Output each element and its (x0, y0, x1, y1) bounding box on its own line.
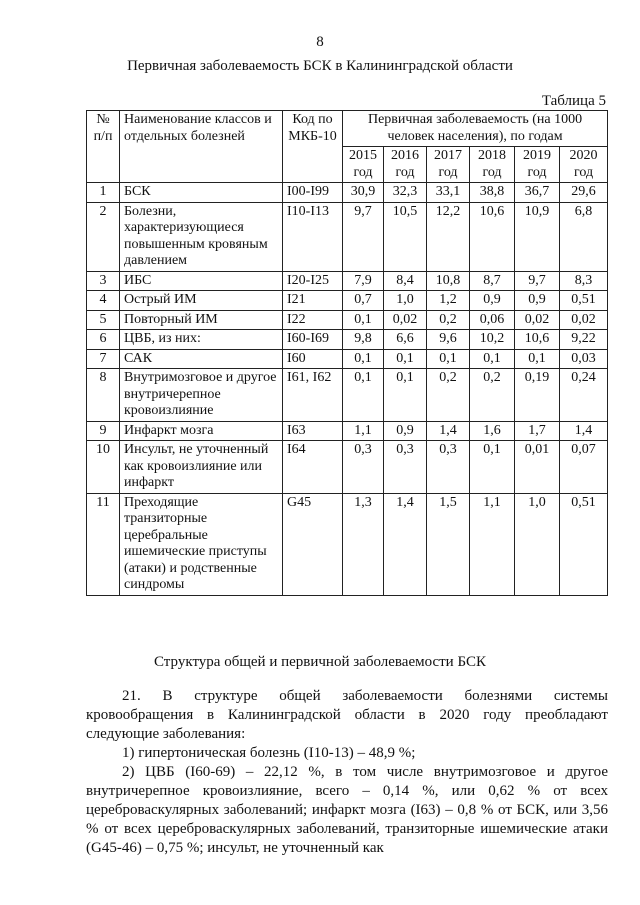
row-number: 7 (87, 349, 120, 369)
disease-name: БСК (120, 183, 283, 203)
incidence-value: 1,4 (427, 421, 470, 441)
incidence-value: 1,4 (560, 421, 608, 441)
icd-code: G45 (283, 493, 343, 595)
incidence-value: 0,1 (343, 349, 384, 369)
header-year: 2017 год (427, 147, 470, 183)
header-incidence: Первичная заболеваемость (на 1000 человек населения), по годам (343, 111, 608, 147)
header-num: № п/п (87, 111, 120, 183)
table-row (87, 330, 608, 350)
incidence-value: 0,9 (470, 291, 515, 311)
incidence-value: 29,6 (560, 183, 608, 203)
table-label: Таблица 5 (541, 93, 606, 109)
disease-name: Инфаркт мозга (120, 421, 283, 441)
disease-name: Болезни, характеризующиеся повышенным кровяным давлением (120, 202, 283, 271)
icd-code: I20-I25 (283, 271, 343, 291)
icd-code: I61, I62 (283, 369, 343, 422)
disease-name: ИБС (120, 271, 283, 291)
disease-name: САК (120, 349, 283, 369)
incidence-value: 1,1 (470, 493, 515, 595)
incidence-value: 0,07 (560, 441, 608, 494)
table-row (87, 271, 608, 291)
incidence-value: 0,3 (384, 441, 427, 494)
incidence-value: 9,8 (343, 330, 384, 350)
icd-code: I64 (283, 441, 343, 494)
incidence-value: 0,9 (384, 421, 427, 441)
incidence-value: 0,2 (470, 369, 515, 422)
icd-code: I10-I13 (283, 202, 343, 271)
incidence-value: 0,3 (427, 441, 470, 494)
icd-code: I63 (283, 421, 343, 441)
incidence-value: 1,6 (470, 421, 515, 441)
row-number: 4 (87, 291, 120, 311)
table-row (87, 369, 608, 422)
incidence-value: 1,7 (515, 421, 560, 441)
icd-code: I60-I69 (283, 330, 343, 350)
page-title: Первичная заболеваемость БСК в Калининградской области (127, 58, 513, 74)
incidence-value: 9,7 (343, 202, 384, 271)
disease-name: Острый ИМ (120, 291, 283, 311)
incidence-value: 0,02 (560, 310, 608, 330)
page-number: 8 (316, 34, 324, 50)
incidence-value: 0,1 (470, 441, 515, 494)
row-number: 8 (87, 369, 120, 422)
incidence-value: 1,4 (384, 493, 427, 595)
incidence-value: 1,0 (384, 291, 427, 311)
incidence-value: 8,7 (470, 271, 515, 291)
header-year: 2015 год (343, 147, 384, 183)
incidence-value: 0,2 (427, 369, 470, 422)
header-year: 2018 год (470, 147, 515, 183)
incidence-value: 1,5 (427, 493, 470, 595)
incidence-value: 0,1 (427, 349, 470, 369)
icd-code: I21 (283, 291, 343, 311)
incidence-value: 7,9 (343, 271, 384, 291)
incidence-value: 32,3 (384, 183, 427, 203)
header-year: 2020 год (560, 147, 608, 183)
incidence-value: 1,1 (343, 421, 384, 441)
icd-code: I22 (283, 310, 343, 330)
disease-name: ЦВБ, из них: (120, 330, 283, 350)
incidence-value: 0,1 (343, 369, 384, 422)
table-row (87, 291, 608, 311)
incidence-value: 6,8 (560, 202, 608, 271)
row-number: 1 (87, 183, 120, 203)
paragraph: 2) ЦВБ (I60-69) – 22,12 %, в том числе внутримозговое и другое внутричерепное кровоизлияние, всего – 0,14 %, или 0,62 % от всех цереброваскулярных заболеваний; инфаркт мозга (I63) – 0,8 % от БСК, или 3,56 % от всех цереброваскулярных заболеваний, транзиторные ишемические атаки (G45-46) – 0,75 %; инсульт, не уточненный как (86, 764, 608, 856)
row-number: 10 (87, 441, 120, 494)
incidence-value: 0,2 (427, 310, 470, 330)
row-number: 2 (87, 202, 120, 271)
header-year: 2019 год (515, 147, 560, 183)
incidence-value: 0,02 (384, 310, 427, 330)
disease-name: Внутримозговое и другое внутричерепное кровоизлияние (120, 369, 283, 422)
incidence-value: 9,22 (560, 330, 608, 350)
incidence-value: 9,7 (515, 271, 560, 291)
incidence-value: 10,6 (515, 330, 560, 350)
incidence-value: 0,51 (560, 493, 608, 595)
paragraph: 1) гипертоническая болезнь (I10-13) – 48,9 %; (122, 745, 416, 761)
incidence-value: 8,3 (560, 271, 608, 291)
header-year: 2016 год (384, 147, 427, 183)
disease-name: Повторный ИМ (120, 310, 283, 330)
incidence-value: 0,06 (470, 310, 515, 330)
incidence-value: 0,1 (470, 349, 515, 369)
incidence-value: 0,24 (560, 369, 608, 422)
incidence-value: 0,1 (343, 310, 384, 330)
incidence-value: 0,1 (515, 349, 560, 369)
disease-name: Преходящие транзиторные церебральные ишемические приступы (атаки) и родственные синдромы (120, 493, 283, 595)
incidence-value: 9,6 (427, 330, 470, 350)
incidence-value: 0,51 (560, 291, 608, 311)
incidence-value: 33,1 (427, 183, 470, 203)
table-row (87, 183, 608, 203)
row-number: 11 (87, 493, 120, 595)
icd-code: I60 (283, 349, 343, 369)
row-number: 5 (87, 310, 120, 330)
table-row (87, 421, 608, 441)
incidence-value: 10,8 (427, 271, 470, 291)
incidence-table (86, 110, 608, 596)
incidence-value: 10,2 (470, 330, 515, 350)
header-name: Наименование классов и отдельных болезней (120, 111, 283, 183)
incidence-value: 30,9 (343, 183, 384, 203)
table-row (87, 310, 608, 330)
incidence-value: 0,02 (515, 310, 560, 330)
incidence-value: 0,01 (515, 441, 560, 494)
incidence-value: 36,7 (515, 183, 560, 203)
icd-code: I00-I99 (283, 183, 343, 203)
paragraph: 21. В структуре общей заболеваемости болезнями системы кровообращения в Калининградской области в 2020 году преобладают следующие заболевания: (86, 688, 608, 742)
row-number: 3 (87, 271, 120, 291)
incidence-value: 1,3 (343, 493, 384, 595)
incidence-value: 0,1 (384, 349, 427, 369)
incidence-value: 6,6 (384, 330, 427, 350)
incidence-value: 38,8 (470, 183, 515, 203)
incidence-value: 10,5 (384, 202, 427, 271)
incidence-value: 1,2 (427, 291, 470, 311)
table-row (87, 493, 608, 595)
incidence-value: 0,3 (343, 441, 384, 494)
incidence-value: 0,03 (560, 349, 608, 369)
incidence-value: 0,1 (384, 369, 427, 422)
incidence-value: 0,7 (343, 291, 384, 311)
incidence-value: 12,2 (427, 202, 470, 271)
section-heading: Структура общей и первичной заболеваемости БСК (154, 654, 486, 670)
incidence-value: 10,9 (515, 202, 560, 271)
incidence-value: 0,9 (515, 291, 560, 311)
row-number: 9 (87, 421, 120, 441)
row-number: 6 (87, 330, 120, 350)
table-row (87, 441, 608, 494)
incidence-value: 10,6 (470, 202, 515, 271)
table-row (87, 349, 608, 369)
incidence-value: 0,19 (515, 369, 560, 422)
incidence-value: 1,0 (515, 493, 560, 595)
header-code: Код по МКБ-10 (283, 111, 343, 183)
incidence-value: 8,4 (384, 271, 427, 291)
table-row (87, 202, 608, 271)
disease-name: Инсульт, не уточненный как кровоизлияние или инфаркт (120, 441, 283, 494)
